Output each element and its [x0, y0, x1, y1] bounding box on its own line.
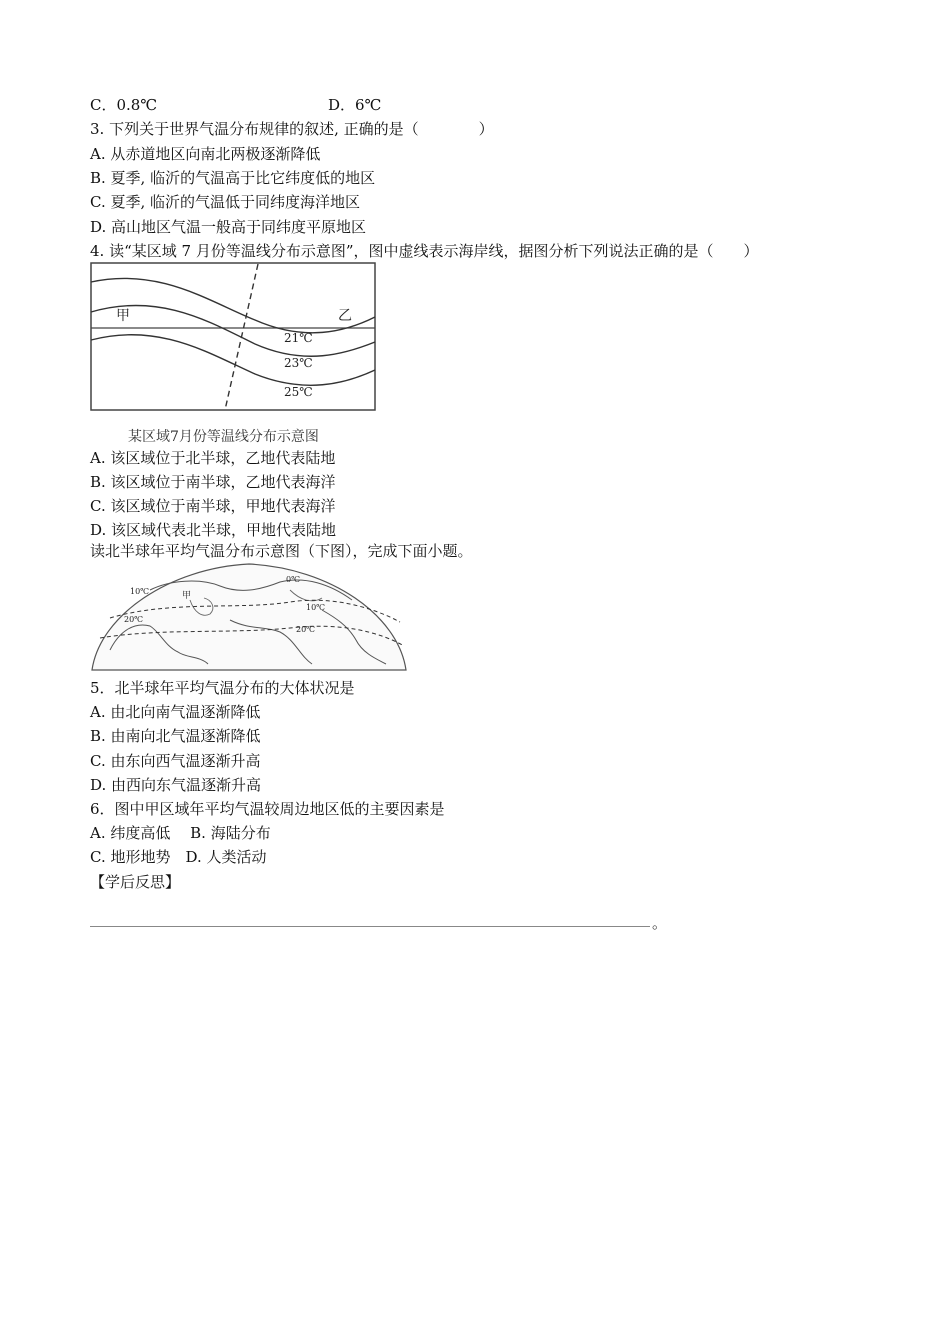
q5-option-a: A. 由北向南气温逐渐降低 [90, 703, 261, 721]
q5-option-d: D. 由西向东气温逐渐升高 [90, 776, 262, 794]
section-intro: 读北半球年平均气温分布示意图（下图），完成下面小题。 [90, 542, 473, 560]
isotherm-23: 23℃ [284, 356, 313, 370]
q3-option-c: C. 夏季, 临沂的气温低于同纬度海洋地区 [90, 193, 361, 211]
map-iso-20-west: 20℃ [124, 615, 144, 624]
q6-stem: 6．图中甲区域年平均气温较周边地区低的主要因素是 [90, 800, 445, 818]
end-mark: 。 [652, 914, 668, 932]
label-yi: 乙 [338, 308, 352, 324]
map-iso-20: 20℃ [296, 625, 316, 634]
q6-options-line2: C. 地形地势 D. 人类活动 [90, 848, 267, 866]
q3-option-a: A. 从赤道地区向南北两极逐渐降低 [90, 145, 321, 163]
q5-option-b: B. 由南向北气温逐渐降低 [90, 727, 261, 745]
isotherm-25: 25℃ [284, 385, 313, 399]
q4-option-b: B. 该区域位于南半球，乙地代表海洋 [90, 473, 336, 491]
q2-option-d: D．6℃ [328, 96, 382, 114]
q5-stem: 5．北半球年平均气温分布的大体状况是 [90, 679, 355, 697]
q3-option-d: D. 高山地区气温一般高于同纬度平原地区 [90, 218, 367, 236]
q2-option-c: C．0.8℃ [90, 96, 158, 114]
q6-options-line1: A. 纬度高低 B. 海陆分布 [90, 824, 271, 842]
q5-option-c: C. 由东向西气温逐渐升高 [90, 752, 261, 770]
q4-option-d: D. 该区域代表北半球，甲地代表陆地 [90, 521, 337, 539]
temperature-map [90, 560, 408, 672]
isotherm-21: 21℃ [284, 331, 313, 345]
figure-caption: 某区域7月份等温线分布示意图 [128, 429, 319, 445]
map-iso-10: 10℃ [306, 603, 326, 612]
map-label-jia: 甲 [182, 591, 192, 601]
q3-stem: 3. 下列关于世界气温分布规律的叙述, 正确的是（ ） [90, 120, 494, 138]
answer-line [90, 926, 650, 927]
q3-option-b: B. 夏季, 临沂的气温高于比它纬度低的地区 [90, 169, 376, 187]
map-iso-10-west: 10℃ [130, 587, 150, 596]
map-iso-0: 0℃ [286, 575, 301, 584]
label-jia: 甲 [116, 308, 130, 324]
isotherm-figure [90, 262, 378, 412]
q4-stem: 4. 读“某区域 7 月份等温线分布示意图”，图中虚线表示海岸线，据图分析下列说法正确的是（ ） [90, 242, 759, 260]
q4-option-c: C. 该区域位于南半球，甲地代表海洋 [90, 497, 336, 515]
q4-option-a: A. 该区域位于北半球，乙地代表陆地 [90, 449, 336, 467]
reflection-heading: 【学后反思】 [90, 873, 181, 891]
